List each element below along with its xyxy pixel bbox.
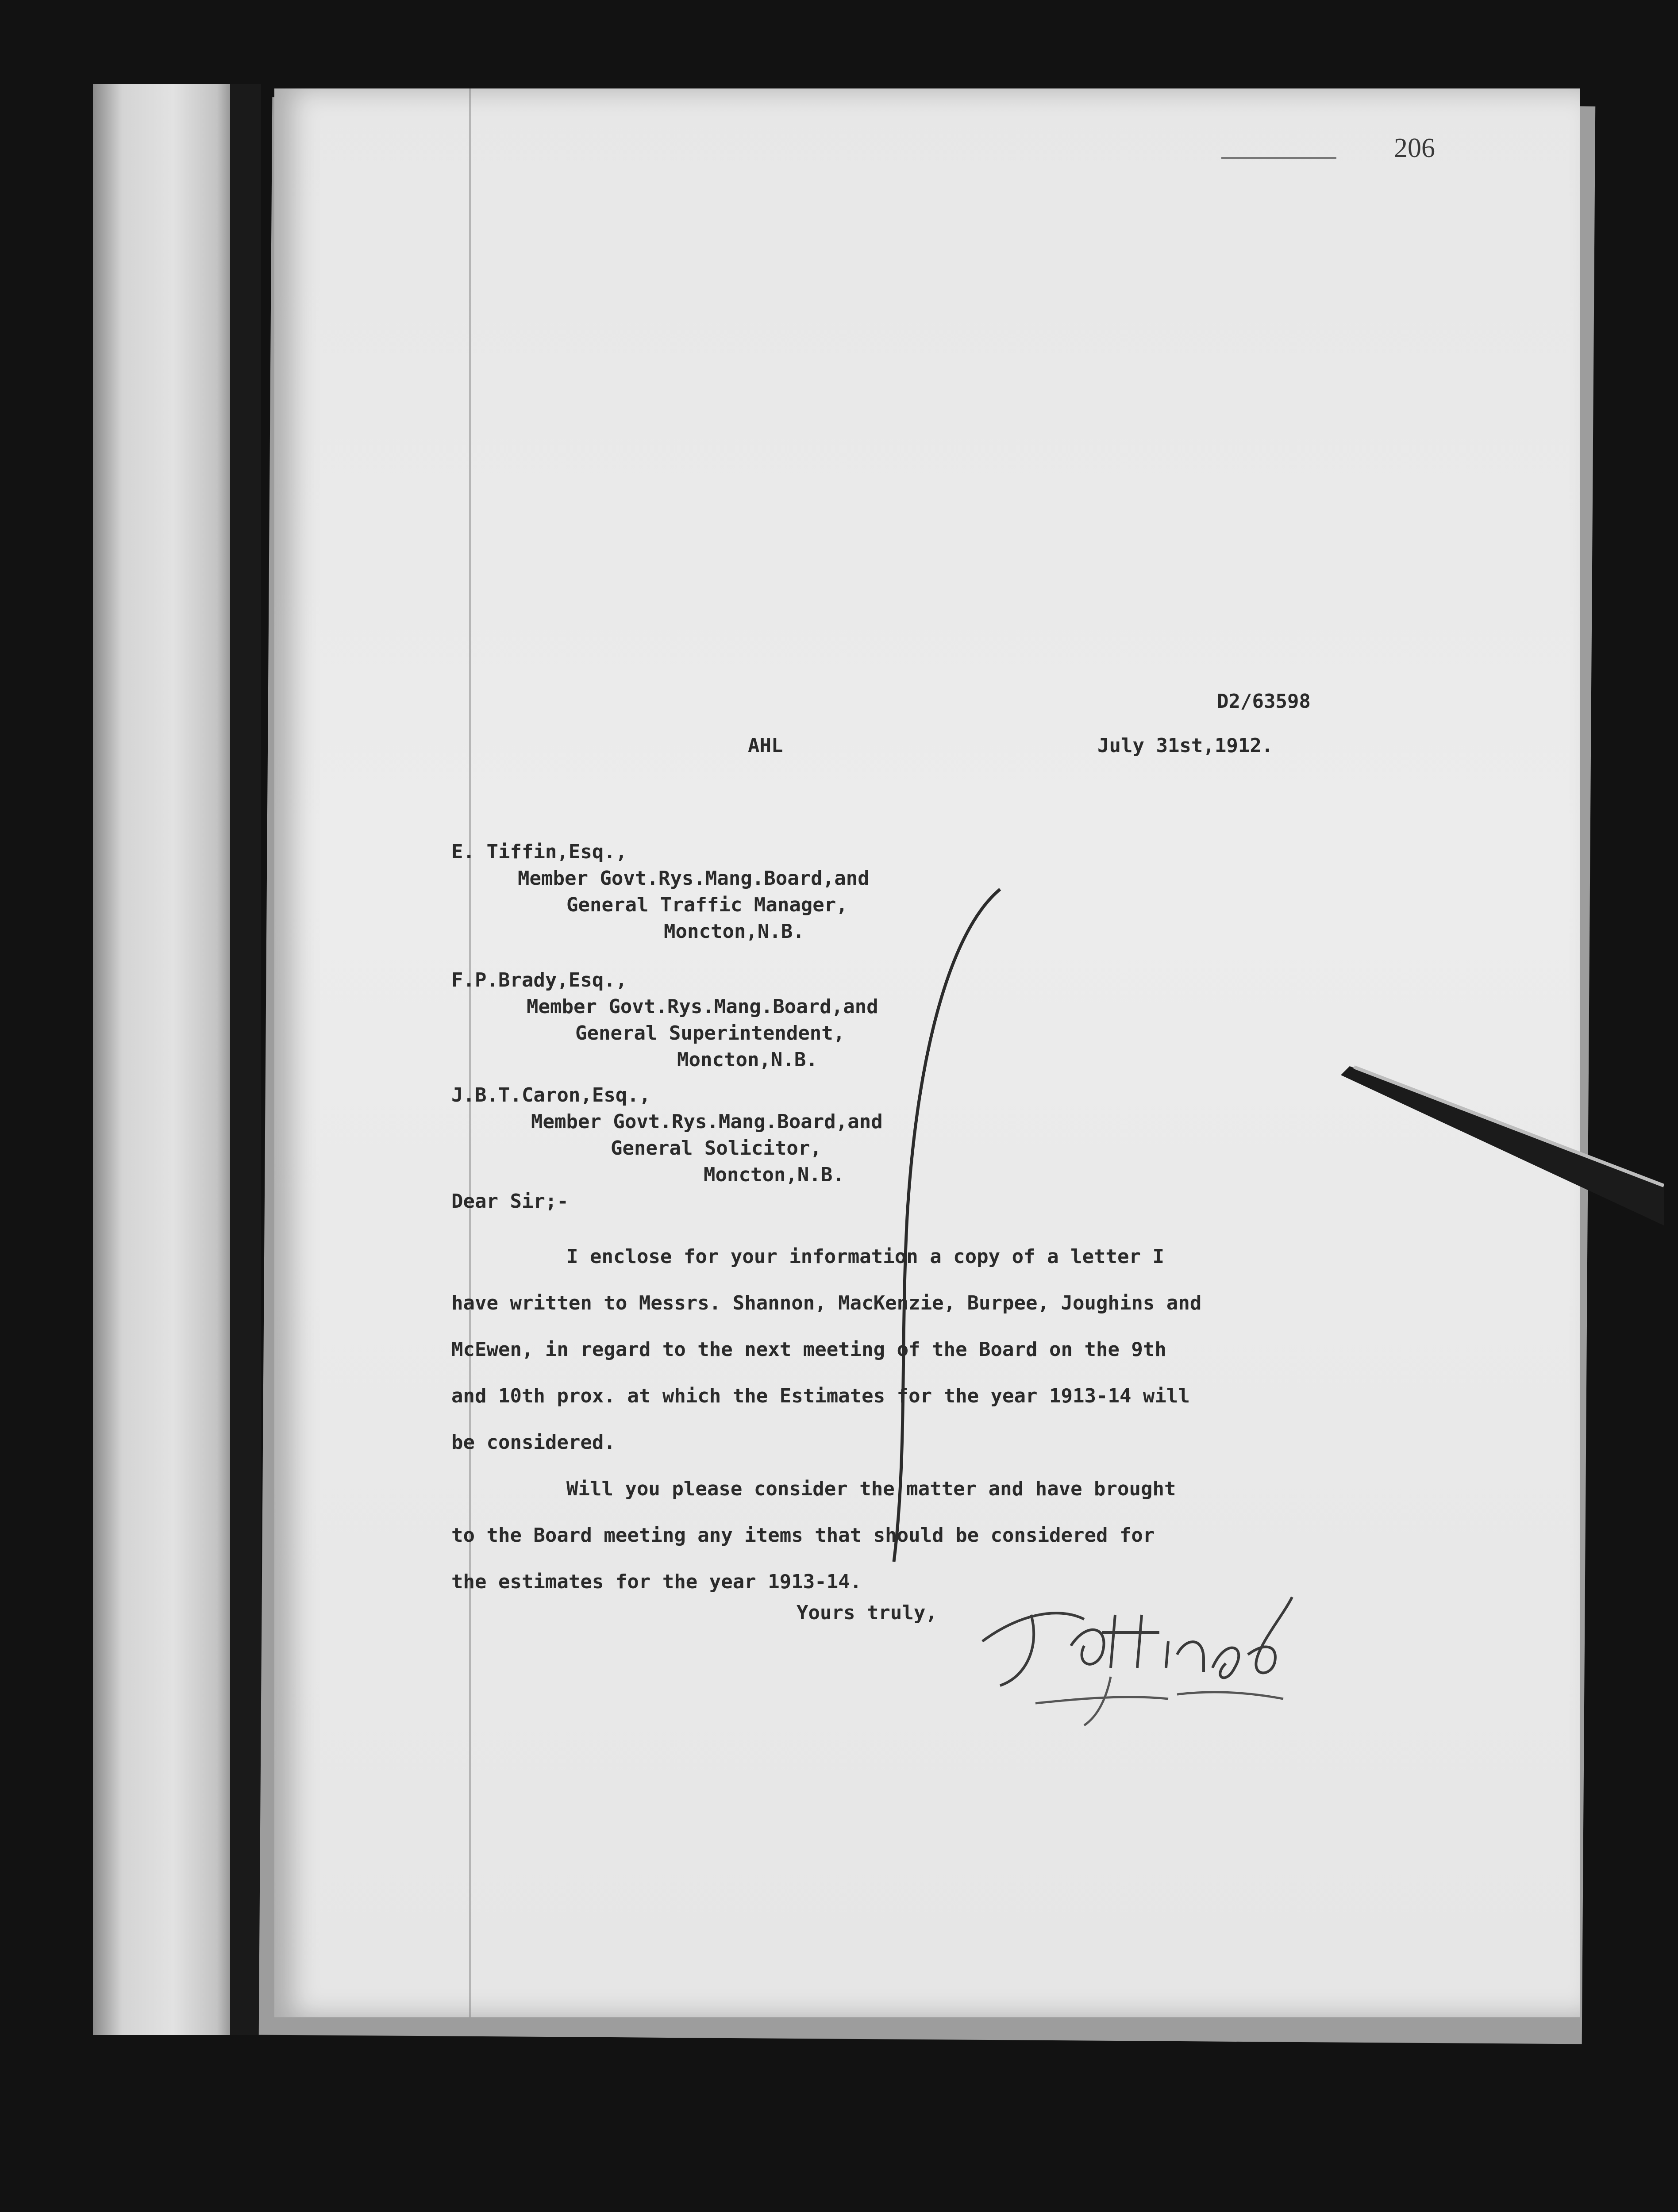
page-number: 206 — [1394, 133, 1435, 163]
addressee-2-line-2: General Superintendent, — [575, 1022, 845, 1045]
handwritten-signature — [965, 1566, 1301, 1734]
addressee-3-line-2: General Solicitor, — [611, 1137, 822, 1160]
salutation: Dear Sir;- — [451, 1190, 569, 1213]
addressee-3-line-1: Member Govt.Rys.Mang.Board,and — [531, 1110, 883, 1133]
letter-date: July 31st,1912. — [1097, 734, 1274, 757]
body-line-3: McEwen, in regard to the next meeting of the Board on the 9th — [451, 1338, 1166, 1361]
addressee-1-line-1: Member Govt.Rys.Mang.Board,and — [518, 867, 870, 890]
body-line-5: be considered. — [451, 1431, 616, 1454]
body-line-4: and 10th prox. at which the Estimates for the year 1913-14 will — [451, 1385, 1190, 1407]
addressee-1-line-2: General Traffic Manager, — [566, 894, 848, 916]
addressee-2-name: F.P.Brady,Esq., — [451, 969, 627, 991]
addressee-2-line-3: Moncton,N.B. — [677, 1048, 818, 1071]
body-line-1: I enclose for your information a copy of a letter I — [566, 1245, 1165, 1268]
body-line-8: the estimates for the year 1913-14. — [451, 1571, 862, 1593]
body-line-7: to the Board meeting any items that should be considered for — [451, 1524, 1155, 1547]
body-line-6: Will you please consider the matter and have brought — [566, 1478, 1176, 1500]
addressee-1-name: E. Tiffin,Esq., — [451, 841, 627, 863]
addressee-1-line-3: Moncton,N.B. — [664, 920, 804, 943]
binding-edge — [230, 84, 261, 2035]
body-line-2: have written to Messrs. Shannon, MacKenzie, Burpee, Joughins and — [451, 1292, 1202, 1314]
closing: Yours truly, — [797, 1601, 937, 1624]
addressee-3-name: J.B.T.Caron,Esq., — [451, 1084, 651, 1106]
margin-pencil-stroke — [841, 880, 1027, 1571]
binding-strip — [93, 84, 239, 2035]
fold-line — [469, 88, 471, 2017]
pen-pointer-icon — [1336, 1040, 1664, 1225]
file-reference: D2/63598 — [1217, 690, 1311, 713]
page-number-rule — [1221, 157, 1336, 159]
addressee-2-line-1: Member Govt.Rys.Mang.Board,and — [527, 995, 878, 1018]
typist-initials: AHL — [748, 734, 783, 757]
addressee-3-line-3: Moncton,N.B. — [704, 1164, 844, 1186]
